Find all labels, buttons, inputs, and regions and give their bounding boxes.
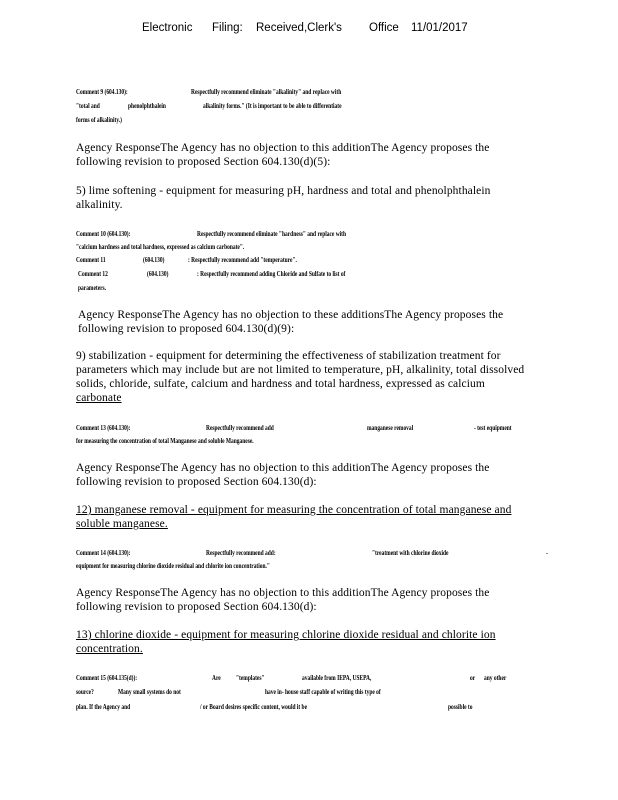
header-electronic: Electronic	[142, 22, 193, 34]
revision-line: parameters which may include but are not limited to temperature, pH, alkalinity, total dissolved	[76, 364, 525, 376]
comment-text: for measuring the concentration of total Manganese and soluble Manganese.	[76, 437, 254, 445]
comment-text: "treatment with chlorine dioxide	[372, 549, 449, 557]
comment-text: equipment for measuring chlorine dioxide residual and chlorite ion concentration."	[76, 562, 270, 570]
comment-text: "total and	[76, 102, 100, 110]
comment-text: available from IEPA, USEPA,	[302, 674, 372, 682]
comment-text: : Respectfully recommend adding Chloride and Sulfate to list of	[197, 270, 346, 278]
comment-label: Comment 14 (604.130):	[76, 549, 131, 557]
revision-line: 13) chlorine dioxide - equipment for measuring chlorine dioxide residual and chlorite ion	[76, 629, 496, 641]
comment-text: : Respectfully recommend add "temperature".	[188, 256, 297, 264]
comment-text: plan. If the Agency and	[76, 703, 131, 711]
comment-text: alkalinity forms." (It is important to be able to differentiate	[203, 102, 342, 110]
comment-text: - test equipment	[474, 424, 512, 432]
comment-label: Comment 10 (604.130):	[76, 230, 131, 238]
comment-ref: (604.130)	[143, 256, 165, 264]
response-line: following revision to proposed Section 604.130(d):	[76, 601, 317, 613]
comment-text: or	[470, 674, 476, 682]
comment-text: Respectfully recommend eliminate "alkalinity" and replace with	[191, 88, 342, 96]
header-date: 11/01/2017	[411, 22, 468, 34]
response-line: Agency ResponseThe Agency has no objection to this additionThe Agency proposes the	[76, 142, 490, 154]
comment-text: / or Board desires specific content, would it be	[200, 703, 308, 711]
comment-text: possible to	[448, 703, 473, 711]
comment-text: Respectfully recommend add	[206, 424, 274, 432]
revision-line: alkalinity.	[76, 199, 123, 211]
comment-text: -	[546, 549, 548, 557]
filing-header	[0, 22, 618, 38]
comment-text: "templates"	[236, 674, 265, 682]
comment-text: phenolphthalein	[128, 102, 166, 110]
comment-ref: (604.130)	[147, 270, 169, 278]
comment-label: Comment 9 (604.130):	[76, 88, 128, 96]
comment-text: Many small systems do not	[118, 688, 181, 696]
comment-text: Are	[212, 674, 221, 682]
comment-label: Comment 11	[76, 256, 106, 264]
response-line: Agency ResponseThe Agency has no objection to this additionThe Agency proposes the	[76, 587, 490, 599]
revision-line: solids, chloride, sulfate, calcium and hardness and total hardness, expressed as calcium	[76, 378, 485, 390]
comment-label: Comment 12	[78, 270, 108, 278]
header-received: Received,Clerk's	[256, 22, 342, 34]
header-filing: Filing:	[212, 22, 243, 34]
header-office: Office	[369, 22, 399, 34]
comment-text: have in- house staff capable of writing this type of	[265, 688, 381, 696]
revision-line: 5) lime softening - equipment for measuring pH, hardness and total and phenolphthalein	[76, 185, 491, 197]
revision-line: soluble manganese.	[76, 518, 168, 530]
response-line: Agency ResponseThe Agency has no objection to this additionThe Agency proposes the	[76, 462, 490, 474]
comment-text: forms of alkalinity.)	[76, 116, 122, 124]
comment-label: Comment 15 (604.135(d)):	[76, 674, 138, 682]
comment-text: parameters.	[78, 284, 107, 292]
response-line: Agency ResponseThe Agency has no objection to these additionsThe Agency proposes the	[78, 309, 504, 321]
response-line: following revision to proposed Section 604.130(d)(5):	[76, 156, 331, 168]
response-line: following revision to proposed 604.130(d)(9):	[78, 323, 295, 335]
revision-line: 9) stabilization - equipment for determining the effectiveness of stabilization treatment for	[76, 350, 501, 362]
comment-label: Comment 13 (604.130):	[76, 424, 131, 432]
revision-line: concentration.	[76, 643, 143, 655]
comment-text: source?	[76, 688, 94, 696]
revision-line: carbonate	[76, 392, 122, 404]
response-line: following revision to proposed Section 604.130(d):	[76, 476, 317, 488]
revision-line: 12) manganese removal - equipment for measuring the concentration of total manganese and	[76, 504, 512, 516]
comment-text: Respectfully recommend add:	[206, 549, 276, 557]
comment-text: any other	[484, 674, 507, 682]
comment-text: "calcium hardness and total hardness, expressed as calcium carbonate".	[76, 243, 245, 251]
comment-text: Respectfully recommend eliminate "hardness" and replace with	[197, 230, 347, 238]
comment-text: manganese removal	[367, 424, 414, 432]
